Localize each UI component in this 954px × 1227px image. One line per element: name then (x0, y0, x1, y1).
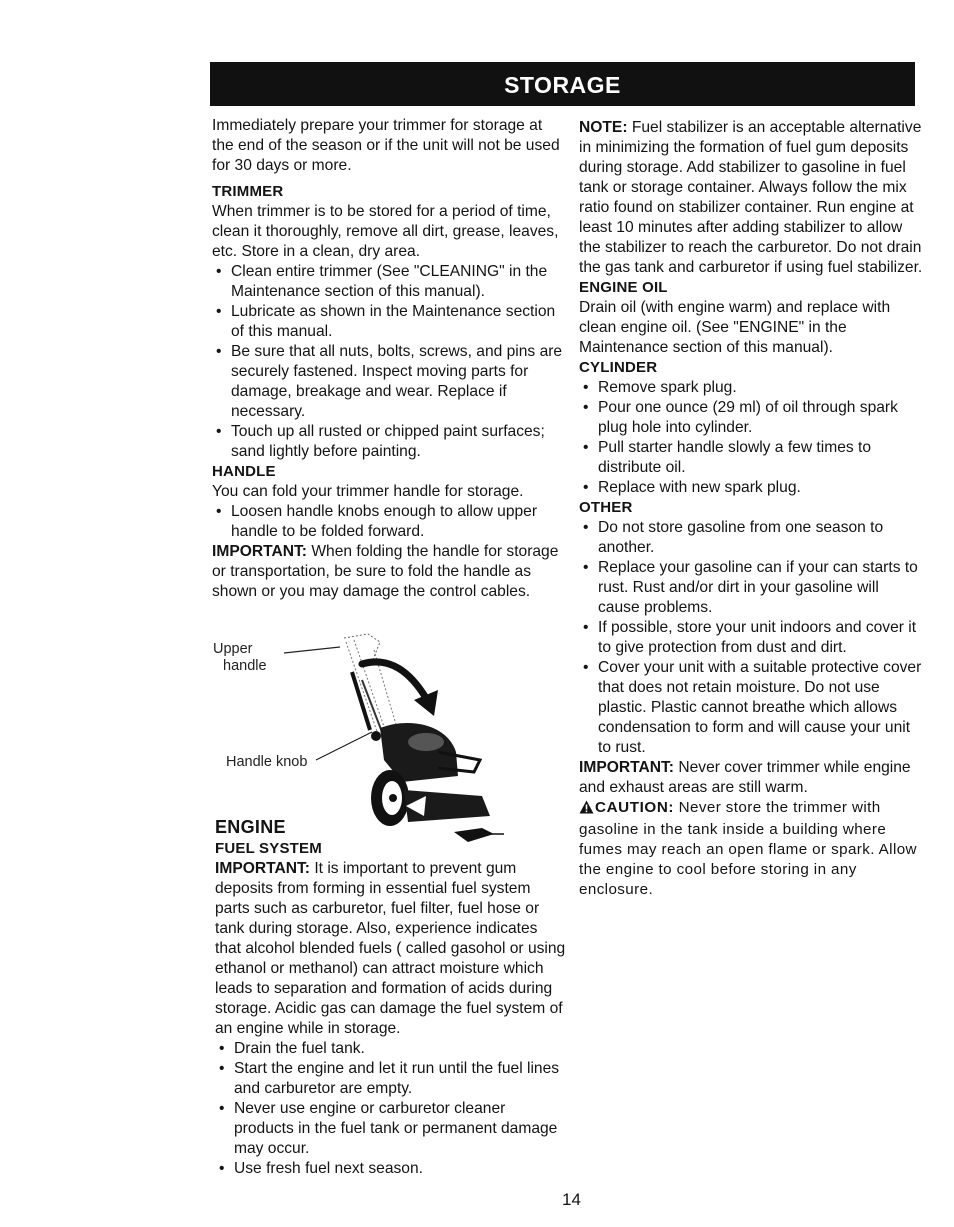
caution-label: CAUTION: (595, 799, 675, 816)
list-item: • Never use engine or carburetor cleaner products in the fuel tank or permanent damage may occur. (215, 1099, 567, 1159)
list-item: • Do not store gasoline from one season to another. (579, 518, 924, 558)
figure-label-handle: handle (223, 658, 267, 674)
important-label: IMPORTANT: (215, 860, 310, 877)
trimmer-list (212, 262, 564, 462)
handle-paragraph: You can fold your trimmer handle for storage. (212, 483, 524, 500)
engine-section (215, 815, 567, 1179)
important-text: Never cover trimmer while engine and exhaust areas are still warm. (579, 759, 911, 796)
list-item: • Drain the fuel tank. (215, 1039, 567, 1059)
trimmer-heading: TRIMMER (212, 183, 284, 200)
important-label: IMPORTANT: (579, 759, 674, 776)
handle-heading: HANDLE (212, 463, 276, 480)
caution-paragraph (579, 798, 924, 900)
other-heading: OTHER (579, 499, 633, 516)
list-item: • Remove spark plug. (579, 378, 924, 398)
right-column (579, 118, 924, 900)
important-label: IMPORTANT: (212, 543, 307, 560)
list-item: • Replace your gasoline can if your can starts to rust. Rust and/or dirt in your gasoline will cause problems. (579, 558, 924, 618)
list-item: • Pour one ounce (29 ml) of oil through spark plug hole into cylinder. (579, 398, 924, 438)
important-text: It is important to prevent gum deposits from forming in essential fuel system parts such as carburetor, fuel filter, fuel hose or tank during storage. Also, experience indicates that alcohol blended fuels ( called gasohol or using ethanol or methanol) can attract moisture which leads to separation and formation of acids during storage. Acidic gas can damage the fuel system of an engine while in storage. (215, 860, 566, 1037)
left-column (212, 116, 564, 602)
cylinder-list (579, 378, 924, 498)
cylinder-heading: CYLINDER (579, 359, 658, 376)
other-important (579, 758, 924, 798)
figure-label-handle-knob: Handle knob (226, 754, 308, 770)
other-list (579, 518, 924, 758)
page-number: 14 (562, 1190, 581, 1209)
fuel-list (215, 1039, 567, 1179)
fuel-system-heading: FUEL SYSTEM (215, 840, 322, 857)
list-item: • Lubricate as shown in the Maintenance section of this manual. (212, 302, 564, 342)
warning-triangle-icon (579, 800, 594, 820)
engine-oil-heading: ENGINE OIL (579, 279, 668, 296)
engine-heading: ENGINE (215, 817, 286, 837)
engine-oil-paragraph: Drain oil (with engine warm) and replace with clean engine oil. (See "ENGINE" in the Maintenance section of this manual). (579, 299, 891, 356)
list-item: • Start the engine and let it run until the fuel lines and carburetor are empty. (215, 1059, 567, 1099)
handle-list (212, 502, 564, 542)
list-item: • Cover your unit with a suitable protective cover that does not retain moisture. Do not use plastic. Plastic cannot breathe which allows condensation to form and will cause your unit to rust. (579, 658, 924, 758)
figure-label-upper: Upper (213, 641, 253, 657)
note-text: Fuel stabilizer is an acceptable alternative in minimizing the formation of fuel gum deposits during storage. Add stabilizer to gasoline in fuel tank or storage container. Always follow the mix ratio found on stabilizer container. Run engine at least 10 minutes after adding stabilizer to allow the stabilizer to reach the carburetor. Do not drain the gas tank and carburetor if using fuel stabilizer. (579, 119, 923, 276)
intro-paragraph: Immediately prepare your trimmer for storage at the end of the season or if the unit will not be used for 30 days or more. (212, 117, 560, 174)
note-label: NOTE: (579, 119, 628, 136)
list-item: • Touch up all rusted or chipped paint surfaces; sand lightly before painting. (212, 422, 564, 462)
handle-important (212, 542, 564, 602)
note-paragraph (579, 118, 924, 278)
list-item: • Pull starter handle slowly a few times to distribute oil. (579, 438, 924, 478)
list-item: • Use fresh fuel next season. (215, 1159, 567, 1179)
list-item: • Replace with new spark plug. (579, 478, 924, 498)
list-item: • If possible, store your unit indoors and cover it to give protection from dust and dirt. (579, 618, 924, 658)
list-item: • Clean entire trimmer (See "CLEANING" in the Maintenance section of this manual). (212, 262, 564, 302)
fuel-important (215, 859, 567, 1039)
page-banner: STORAGE (210, 62, 915, 106)
important-text: When folding the handle for storage or transportation, be sure to fold the handle as shown or you may damage the control cables. (212, 543, 559, 600)
list-item: • Loosen handle knobs enough to allow upper handle to be folded forward. (212, 502, 564, 542)
caution-text: Never store the trimmer with gasoline in the tank inside a building where fumes may reach an open flame or spark. Allow the engine to cool before storing in any enclosure. (579, 799, 917, 898)
trimmer-paragraph: When trimmer is to be stored for a period of time, clean it thoroughly, remove all dirt, grease, leaves, etc. Store in a clean, dry area. (212, 203, 559, 260)
list-item: • Be sure that all nuts, bolts, screws, and pins are securely fastened. Inspect moving parts for damage, breakage and wear. Replace if necessary. (212, 342, 564, 422)
